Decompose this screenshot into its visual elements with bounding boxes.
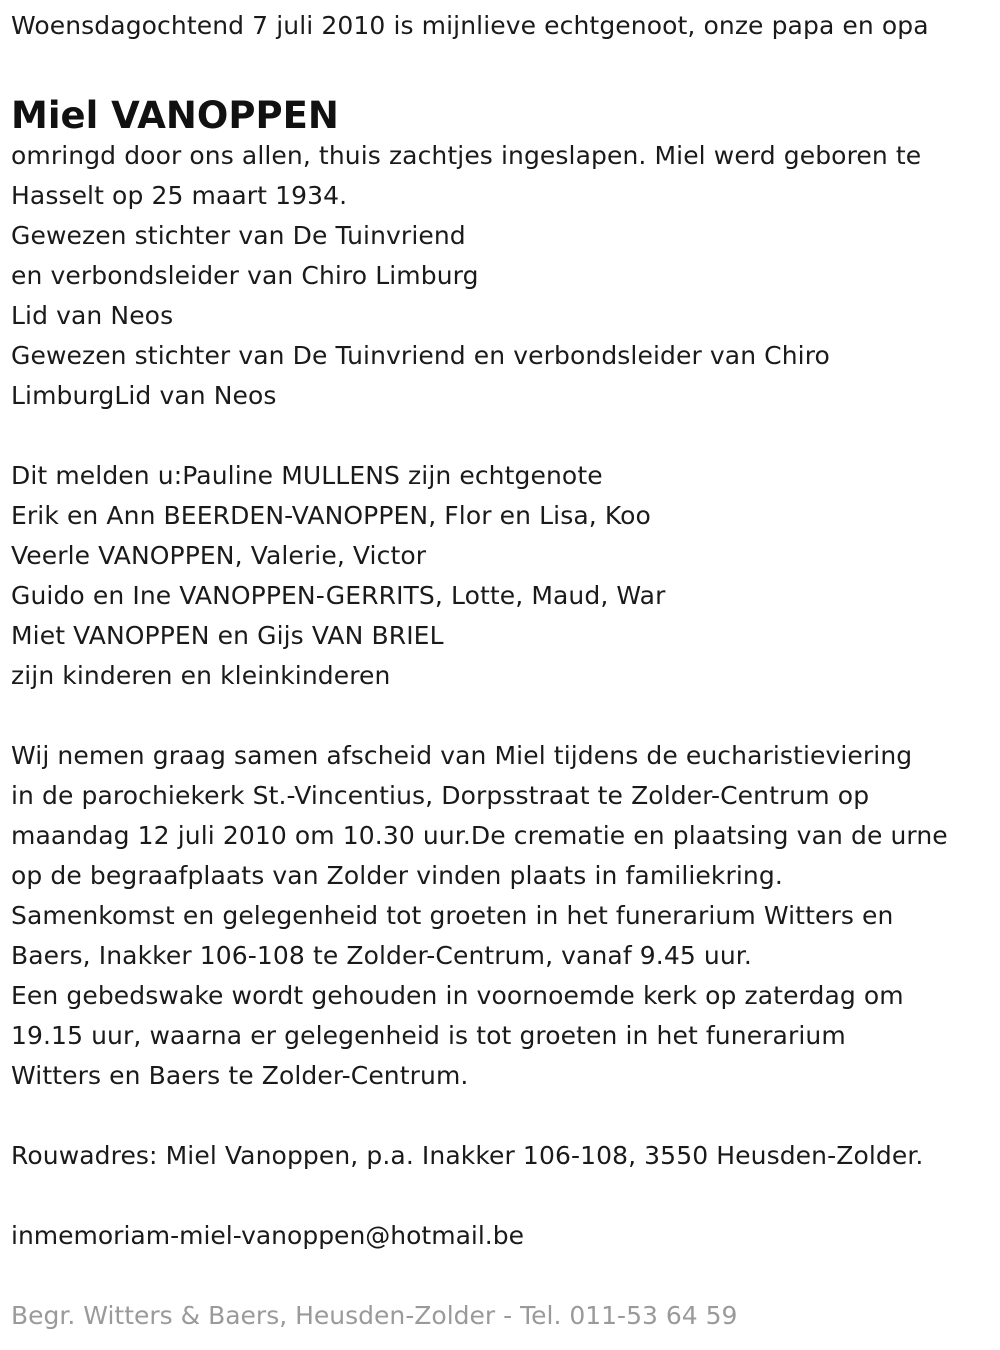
family-section (11, 456, 1000, 696)
spacer (11, 1176, 1000, 1216)
intro-line: en verbondsleider van Chiro Limburg (11, 261, 479, 290)
ceremony-line: Baers, Inakker 106-108 te Zolder-Centrum, vanaf 9.45 uur. (11, 941, 752, 970)
intro-line: Gewezen stichter van De Tuinvriend en verbondsleider van Chiro (11, 341, 830, 370)
intro-line: omringd door ons allen, thuis zachtjes ingeslapen. Miel werd geboren te (11, 141, 922, 170)
ceremony-section (11, 736, 1000, 1096)
family-line: Dit melden u:Pauline MULLENS zijn echtgenote (11, 461, 603, 490)
ceremony-line: op de begraafplaats van Zolder vinden plaats in familiekring. (11, 861, 783, 890)
email-link[interactable]: inmemoriam-miel-vanoppen@hotmail.be (11, 1221, 524, 1250)
ceremony-line: Wij nemen graag samen afscheid van Miel tijdens de eucharistieviering (11, 741, 913, 770)
ceremony-line: Witters en Baers te Zolder-Centrum. (11, 1061, 469, 1090)
spacer (11, 46, 1000, 86)
opening-line: Woensdagochtend 7 juli 2010 is mijnlieve echtgenoot, onze papa en opa (11, 11, 929, 40)
family-line: Guido en Ine VANOPPEN-GERRITS, Lotte, Maud, War (11, 581, 666, 610)
intro-section (11, 136, 1000, 416)
ceremony-line: 19.15 uur, waarna er gelegenheid is tot groeten in het funerarium (11, 1021, 846, 1050)
spacer (11, 416, 1000, 456)
family-line: zijn kinderen en kleinkinderen (11, 661, 391, 690)
intro-line: Lid van Neos (11, 301, 174, 330)
intro-line: Hasselt op 25 maart 1934. (11, 181, 348, 210)
ceremony-line: maandag 12 juli 2010 om 10.30 uur.De crematie en plaatsing van de urne (11, 821, 948, 850)
family-line: Veerle VANOPPEN, Valerie, Victor (11, 541, 427, 570)
intro-line: Gewezen stichter van De Tuinvriend (11, 221, 466, 250)
ceremony-line: in de parochiekerk St.-Vincentius, Dorpsstraat te Zolder-Centrum op (11, 781, 870, 810)
ceremony-line: Een gebedswake wordt gehouden in voornoemde kerk op zaterdag om (11, 981, 904, 1010)
spacer (11, 696, 1000, 736)
intro-line: LimburgLid van Neos (11, 381, 277, 410)
spacer (11, 1256, 1000, 1296)
funeral-home-footer: Begr. Witters & Baers, Heusden-Zolder - Tel. 011-53 64 59 (11, 1301, 738, 1330)
family-line: Miet VANOPPEN en Gijs VAN BRIEL (11, 621, 444, 650)
ceremony-line: Samenkomst en gelegenheid tot groeten in het funerarium Witters en (11, 901, 894, 930)
family-line: Erik en Ann BEERDEN-VANOPPEN, Flor en Lisa, Koo (11, 501, 651, 530)
deceased-name: Miel VANOPPEN (11, 94, 339, 137)
mourning-address: Rouwadres: Miel Vanoppen, p.a. Inakker 106-108, 3550 Heusden-Zolder. (11, 1141, 924, 1170)
spacer (11, 1096, 1000, 1136)
